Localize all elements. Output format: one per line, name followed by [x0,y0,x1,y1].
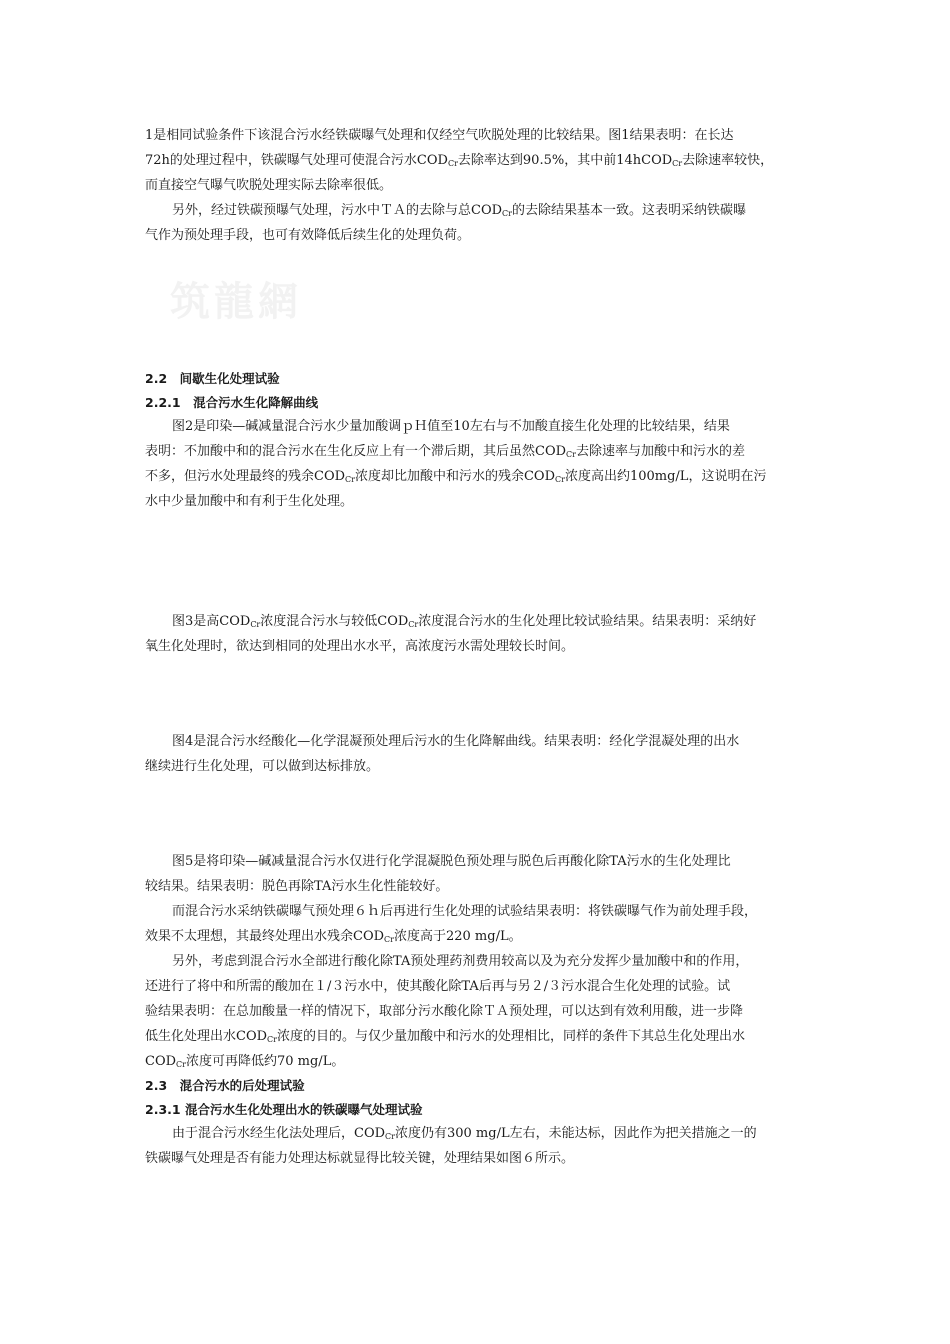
paragraph-line: 另外，经过铁碳预曝气处理，污水中ＴＡ的去除与总$COD_{Cr}$的去除结果基本一致。这表明采纳铁碳曝 [172,203,746,218]
watermark: 筑龍網 [170,278,302,325]
paragraph-line: 低生化处理出水$COD_{Cr}$浓度的目的。与仅少量加酸中和污水的处理相比，同样的条件下其总生化处理出水 [145,1029,745,1044]
paragraph-line: 而混合污水采纳铁碳曝气预处理６ｈ后再进行生化处理的试验结果表明：将铁碳曝气作为前处理手段， [172,904,758,919]
paragraph-line: 继续进行生化处理，可以做到达标排放。 [145,759,380,774]
paragraph-line: 较结果。结果表明：脱色再除TA污水生化性能较好。 [145,879,449,894]
paragraph-line: 由于混合污水经生化法处理后，$COD_{Cr}$浓度仍有300 mg/L左右，未能达标，因此作为把关措施之一的 [172,1126,757,1141]
paragraph-line: 图4是混合污水经酸化—化学混凝预处理后污水的生化降解曲线。结果表明：经化学混凝处理的出水 [172,734,740,749]
paragraph-line: 1是相同试验条件下该混合污水经铁碳曝气处理和仅经空气吹脱处理的比较结果。图1结果表明：在长达 [145,128,734,143]
paragraph-line: 而直接空气曝气吹脱处理实际去除率很低。 [145,178,393,193]
paragraph-line: 表明：不加酸中和的混合污水在生化反应上有一个滞后期，其后虽然$COD_{Cr}$去除速率与加酸中和污水的差 [145,444,745,459]
paragraph-line: 图3是高$COD_{Cr}$浓度混合污水与较低$COD_{Cr}$浓度混合污水的生化处理比较试验结果。结果表明：采纳好 [172,614,757,629]
section-heading: 2.3 混合污水的后处理试验 [145,1078,305,1093]
paragraph-line: $COD_{Cr}$浓度可再降低约70 mg/L。 [145,1054,345,1069]
paragraph-line: 效果不太理想，其最终处理出水残余$COD_{Cr}$浓度高于220 mg/L。 [145,929,522,944]
paragraph-line: 还进行了将中和所需的酸加在１/３污水中，使其酸化除TA后再与另２/３污水混合生化处理的试验。试 [145,979,731,994]
subsection-heading: 2.2.1 混合污水生化降解曲线 [145,395,319,410]
paragraph-line: 验结果表明：在总加酸量一样的情况下，取部分污水酸化除ＴＡ预处理，可以达到有效利用酸，进一步降 [145,1004,744,1019]
paragraph-line: 水中少量加酸中和有利于生化处理。 [145,494,354,509]
paragraph-line: 图2是印染—碱减量混合污水少量加酸调ｐＨ值至10左右与不加酸直接生化处理的比较结果，结果 [172,419,730,434]
subsection-heading: 2.3.1 混合污水生化处理出水的铁碳曝气处理试验 [145,1102,423,1117]
paragraph-line: 另外，考虑到混合污水全部进行酸化除TA预处理药剂费用较高以及为充分发挥少量加酸中和的作用， [172,954,749,969]
paragraph-line: 气作为预处理手段，也可有效降低后续生化的处理负荷。 [145,228,471,243]
paragraph-line: 72h的处理过程中，铁碳曝气处理可使混合污水$COD_{Cr}$去除率达到90.5%，其中前14hCOD$_{Cr}$去除速率较快， [145,153,774,168]
paragraph-line: 不多，但污水处理最终的残余$COD_{Cr}$浓度却比加酸中和污水的残余$COD_{Cr}$浓度高出约100mg/L，这说明在污 [145,469,767,484]
section-heading: 2.2 间歇生化处理试验 [145,371,280,386]
paragraph-line: 铁碳曝气处理是否有能力处理达标就显得比较关键，处理结果如图６所示。 [145,1151,575,1166]
paragraph-line: 氧生化处理时，欲达到相同的处理出水水平，高浓度污水需处理较长时间。 [145,639,575,654]
paragraph-line: 图5是将印染—碱减量混合污水仅进行化学混凝脱色预处理与脱色后再酸化除TA污水的生化处理比 [172,854,731,869]
